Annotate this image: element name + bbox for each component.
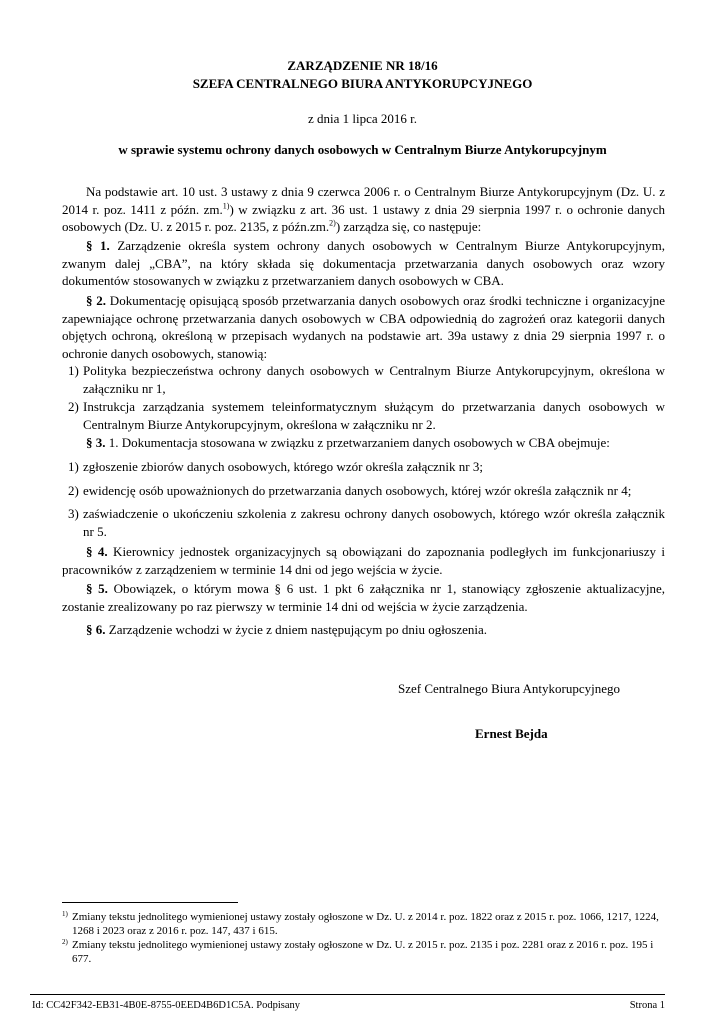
list-item-text: Instrukcja zarządzania systemem teleinformatycznym służącym do przetwarzania danych osobowych w Centralnym Biurze Antykorupcyjnym, określona w załączniku nr 2. bbox=[83, 399, 665, 432]
section-3-text: 1. Dokumentacja stosowana w związku z przetwarzaniem danych osobowych w CBA obejmuje: bbox=[105, 435, 610, 450]
footnote-ref-2[interactable]: 2) bbox=[329, 218, 336, 228]
list-item-text: Polityka bezpieczeństwa ochrony danych osobowych w Centralnym Biurze Antykorupcyjnym, określona w załączniku nr 1, bbox=[83, 363, 665, 396]
list-item bbox=[62, 458, 665, 476]
section-3 bbox=[62, 434, 665, 452]
section-1-label: § 1. bbox=[86, 238, 110, 253]
list-item bbox=[62, 362, 665, 397]
section-6 bbox=[62, 621, 665, 639]
footnote-2 bbox=[62, 938, 665, 966]
footnote-text: Zmiany tekstu jednolitego wymienionej ustawy zostały ogłoszone w Dz. U. z 2014 r. poz. 1822 oraz z 2015 r. poz. 1066, 1217, 1224, 1268 i 2023 oraz z 2016 r. poz. 147, 437 i 615. bbox=[72, 911, 659, 937]
document-date: z dnia 1 lipca 2016 r. bbox=[307, 111, 418, 126]
signature-name: Ernest Bejda bbox=[475, 726, 548, 741]
document-title: ZARZĄDZENIE NR 18/16 bbox=[287, 58, 438, 73]
section-6-label: § 6. bbox=[86, 622, 106, 637]
footnote-1 bbox=[62, 910, 665, 938]
list-item-number: 3) bbox=[68, 506, 79, 521]
list-item-number: 1) bbox=[68, 363, 79, 378]
footnote-divider bbox=[62, 902, 238, 903]
list-item-text: zgłoszenie zbiorów danych osobowych, którego wzór określa załącznik nr 3; bbox=[83, 459, 483, 474]
preamble-part2: ) w związku z art. 36 ust. 1 ustawy z dnia 29 sierpnia 1997 r. o ochronie danych osobowych (Dz. U. z 2015 r. poz. 2135, z późn.zm. bbox=[62, 201, 665, 234]
section-2-label: § 2. bbox=[86, 293, 107, 308]
document-subject: w sprawie systemu ochrony danych osobowych w Centralnym Biurze Antykorupcyjnym bbox=[118, 142, 607, 157]
section-5-label: § 5. bbox=[86, 581, 108, 596]
section-4-text: Kierownicy jednostek organizacyjnych są obowiązani do zapoznania podległych im funkcjonariuszy i pracowników z zarządzeniem w terminie 14 dni od jego wejścia w życie. bbox=[62, 544, 665, 577]
list-item bbox=[62, 505, 665, 540]
footnote-text: Zmiany tekstu jednolitego wymienionej ustawy zostały ogłoszone w Dz. U. z 2015 r. poz. 2135 i poz. 2281 oraz z 2016 r. poz. 195 i 677. bbox=[72, 939, 654, 965]
section-5-text: Obowiązek, o którym mowa § 6 ust. 1 pkt 6 załącznika nr 1, stanowiący zgłoszenie aktualizacyjne, zostanie zrealizowany po raz pierwszy w terminie 14 dni od wejścia w życie zarządzenia. bbox=[62, 581, 666, 614]
footer-divider bbox=[30, 994, 665, 995]
preamble-part1: Na podstawie art. 10 ust. 3 ustawy z dnia 9 czerwca 2006 r. o Centralnym Biurze Antykorupcyjnym (Dz. U. z 2014 r. poz. 1411 z późn. zm. bbox=[62, 184, 665, 217]
section-2-text: Dokumentację opisującą sposób przetwarzania danych osobowych oraz środki techniczne i organizacyjne zapewniające ochronę przetwarzania danych osobowych w CBA odpowiednią do zagrożeń oraz kategorii danych objętych ochroną, określoną w przepisach wydanych na podstawie art. 39a ustawy z dnia 29 sierpnia 1997 r. o ochronie danych osobowych, stanowią: bbox=[62, 293, 665, 361]
list-item-number: 2) bbox=[68, 399, 79, 414]
document-id: Id: CC42F342-EB31-4B0E-8755-0EED4B6D1C5A. Podpisany bbox=[32, 1000, 301, 1011]
list-item-text: ewidencję osób upoważnionych do przetwarzania danych osobowych, której wzór określa załącznik nr 4; bbox=[83, 483, 632, 498]
footnote-mark: 1) bbox=[62, 910, 68, 918]
section-1 bbox=[62, 237, 665, 290]
signature-position: Szef Centralnego Biura Antykorupcyjnego bbox=[398, 681, 621, 696]
list-item-number: 2) bbox=[68, 483, 79, 498]
footnote-ref-1[interactable]: 1) bbox=[222, 201, 230, 211]
section-4-label: § 4. bbox=[86, 544, 108, 559]
preamble bbox=[62, 183, 665, 236]
issuer-title: SZEFA CENTRALNEGO BIURA ANTYKORUPCYJNEGO bbox=[192, 76, 533, 91]
section-2 bbox=[62, 292, 665, 362]
section-5 bbox=[62, 580, 665, 615]
preamble-part3: ) zarządza się, co następuje: bbox=[335, 219, 482, 234]
section-4 bbox=[62, 543, 665, 578]
section-6-text: Zarządzenie wchodzi w życie z dniem następującym po dniu ogłoszenia. bbox=[105, 622, 488, 637]
footnote-mark: 2) bbox=[62, 938, 68, 946]
list-item-number: 1) bbox=[68, 459, 79, 474]
list-item-text: zaświadczenie o ukończeniu szkolenia z zakresu ochrony danych osobowych, którego wzór określa załącznik nr 5. bbox=[83, 506, 665, 539]
section-3-label: § 3. bbox=[86, 435, 106, 450]
section-1-text: Zarządzenie określa system ochrony danych osobowych w Centralnym Biurze Antykorupcyjnym, zwanym dalej „CBA”, na który składa się dokumentacja przetwarzania danych osobowych oraz wzory dokumentów stosowanych w związku z przetwarzaniem danych osobowych w CBA. bbox=[62, 238, 666, 288]
list-item bbox=[62, 398, 665, 433]
list-item bbox=[62, 482, 665, 500]
page-number: Strona 1 bbox=[629, 1000, 665, 1011]
